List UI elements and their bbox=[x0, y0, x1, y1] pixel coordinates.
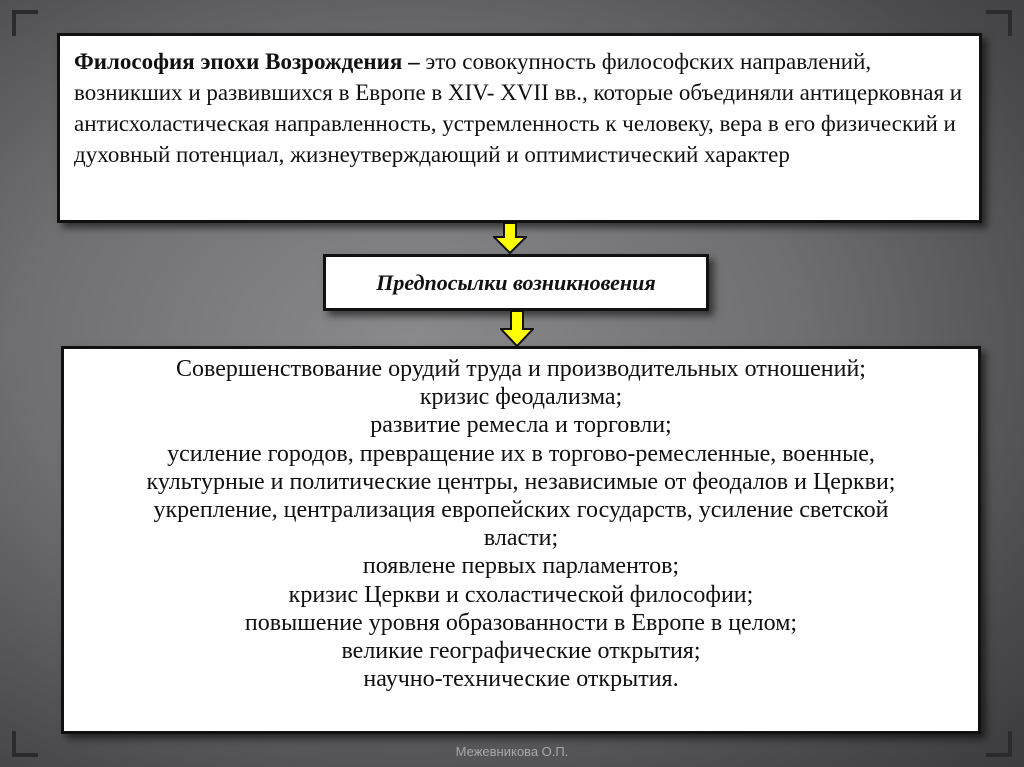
premise-item: укрепление, централизация европейских государств, усиление светской bbox=[153, 497, 889, 524]
premise-item: научно-технические открытия. bbox=[363, 666, 679, 693]
premise-item: власти; bbox=[483, 525, 559, 552]
definition-text bbox=[74, 46, 965, 170]
down-arrow-icon bbox=[493, 223, 527, 254]
definition-term: Философия эпохи Возрождения – bbox=[74, 49, 420, 74]
premises-heading: Предпосылки возникновения bbox=[376, 269, 656, 295]
premise-item: Совершенствование орудий труда и производительных отношений; bbox=[176, 356, 866, 382]
down-arrow-icon bbox=[500, 311, 534, 347]
premises-heading-box bbox=[323, 254, 709, 311]
premises-list-box bbox=[61, 346, 981, 734]
premise-item: кризис феодализма; bbox=[419, 384, 623, 411]
frame-corner-top-left bbox=[12, 10, 38, 36]
definition-box bbox=[57, 33, 982, 223]
premise-item: развитие ремесла и торговли; bbox=[370, 412, 672, 439]
premise-item: великие географические открытия; bbox=[341, 638, 701, 665]
premise-item: кризис Церкви и схоластической философии; bbox=[288, 581, 754, 608]
premise-item: появлене первых парламентов; bbox=[362, 553, 680, 580]
definition-body: это совокупность философских направлений, возникших и развившихся в Европе в XIV- XVII вв., которые объединяли антицерковная и антисхоластическая направленность, устремленность к человеку, вера в его физический и духовный потенциал, жизнеутверждающий и оптимистический характер bbox=[74, 49, 963, 167]
premise-item: повышение уровня образованности в Европе в целом; bbox=[244, 609, 798, 636]
frame-corner-top-right bbox=[986, 10, 1012, 36]
author-footer: Межевникова О.П. bbox=[455, 744, 569, 759]
premise-item: культурные и политические центры, независимые от феодалов и Церкви; bbox=[146, 468, 896, 495]
premise-item: усиление городов, превращение их в торгово-ремесленные, военные, bbox=[167, 440, 875, 467]
